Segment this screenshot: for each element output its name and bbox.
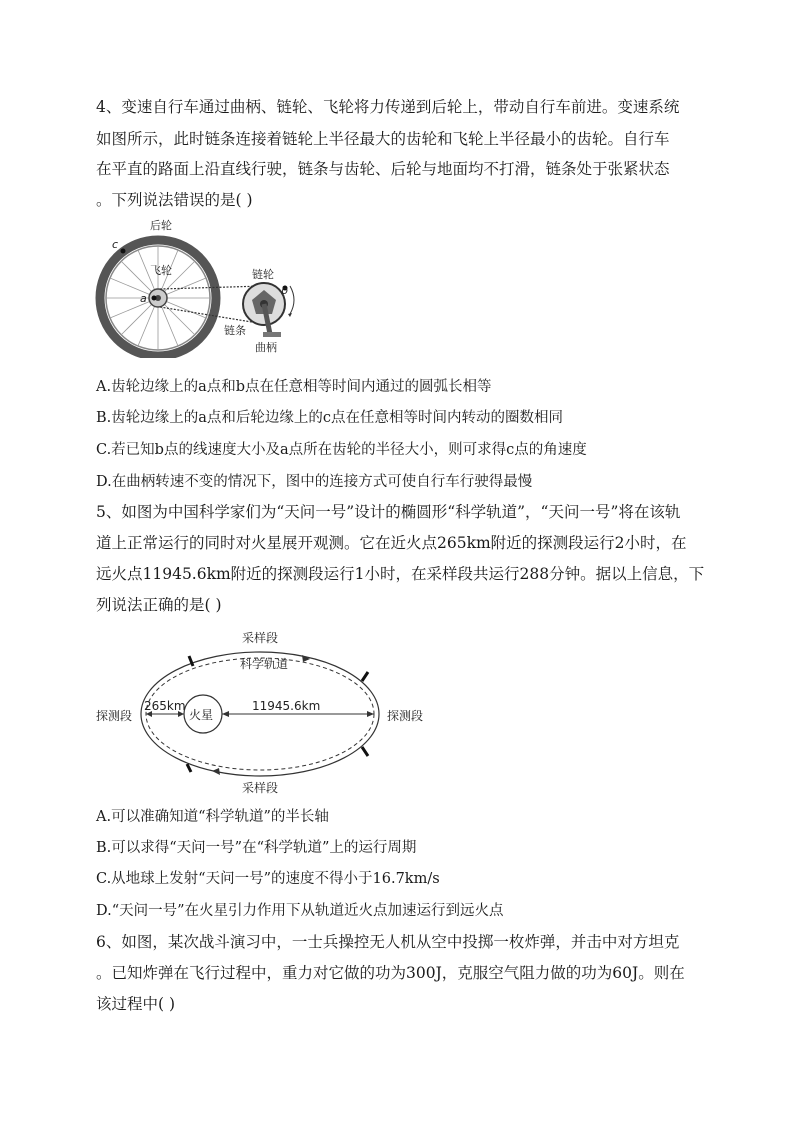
label-near-distance: 265km	[144, 699, 186, 713]
q4-line-4: 。下列说法错误的是( )	[96, 191, 253, 209]
orbit-arrow-bottom	[212, 768, 220, 775]
label-point-a: a	[140, 292, 147, 305]
label-far-distance: 11945.6km	[252, 699, 321, 713]
q5-option-a: A.可以准确知道“科学轨道”的半长轴	[96, 809, 329, 825]
label-chain: 链条	[224, 324, 246, 337]
label-sampling-bottom: 采样段	[242, 781, 279, 795]
label-detect-right: 探测段	[387, 709, 424, 723]
q4-line-1: 4、变速自行车通过曲柄、链轮、飞轮将力传递到后轮上，带动自行车前进。变速系统	[96, 98, 680, 116]
pedal	[263, 332, 281, 337]
point-c-dot	[121, 249, 126, 254]
label-flywheel: 飞轮	[150, 264, 172, 277]
label-sampling-top: 采样段	[242, 631, 279, 645]
q4-option-c: C.若已知b点的线速度大小及a点所在齿轮的半径大小，则可求得c点的角速度	[96, 442, 587, 458]
q4-option-a: A.齿轮边缘上的a点和b点在任意相等时间内通过的圆弧长相等	[96, 379, 492, 395]
rotation-arrow	[290, 286, 294, 314]
point-a-dot	[152, 296, 157, 301]
q5-line-4: 列说法正确的是( )	[96, 596, 222, 614]
q5-option-c: C.从地球上发射“天问一号”的速度不得小于16.7km/s	[96, 871, 440, 887]
q4-line-3: 在平直的路面上沿直线行驶，链条与齿轮、后轮与地面均不打滑，链条处于张紧状态	[96, 160, 670, 178]
q6-line-2: 。已知炸弹在飞行过程中，重力对它做的功为300J，克服空气阻力做的功为60J。则在	[96, 964, 685, 982]
q6-line-3: 该过程中( )	[96, 995, 176, 1013]
label-crank: 曲柄	[255, 341, 277, 354]
q5-line-3: 远火点11945.6km附近的探测段运行1小时，在采样段共运行288分钟。据以上信息，下	[96, 565, 705, 583]
label-detect-left: 探测段	[96, 709, 133, 723]
q6-line-1: 6、如图，某次战斗演习中，一士兵操控无人机从空中投掷一枚炸弹，并击中对方坦克	[96, 933, 680, 951]
label-sprocket: 链轮	[252, 268, 274, 281]
q5-option-b: B.可以求得“天问一号”在“科学轨道”上的运行周期	[96, 840, 417, 856]
label-rear-wheel: 后轮	[150, 219, 172, 232]
q5-option-d: D.“天问一号”在火星引力作用下从轨道近火点加速运行到远火点	[96, 903, 504, 919]
label-orbit: 科学轨道	[240, 657, 289, 671]
label-point-b: b	[281, 284, 288, 297]
q5-line-2: 道上正常运行的同时对火星展开观测。它在近火点265km附近的探测段运行2小时，在	[96, 534, 687, 552]
q4-option-d: D.在曲柄转速不变的情况下，图中的连接方式可使自行车行驶得最慢	[96, 474, 533, 490]
label-point-c: c	[112, 238, 119, 251]
bicycle-figure	[92, 216, 332, 358]
q4-option-b: B.齿轮边缘上的a点和后轮边缘上的c点在任意相等时间内转动的圈数相同	[96, 410, 564, 426]
q5-line-1: 5、如图为中国科学家们为“天问一号”设计的椭圆形“科学轨道”，“天问一号”将在该轨	[96, 503, 681, 521]
label-mars: 火星	[189, 708, 214, 722]
q4-line-2: 如图所示，此时链条连接着链轮上半径最大的齿轮和飞轮上半径最小的齿轮。自行车	[96, 130, 670, 148]
orbit-figure	[92, 624, 442, 800]
